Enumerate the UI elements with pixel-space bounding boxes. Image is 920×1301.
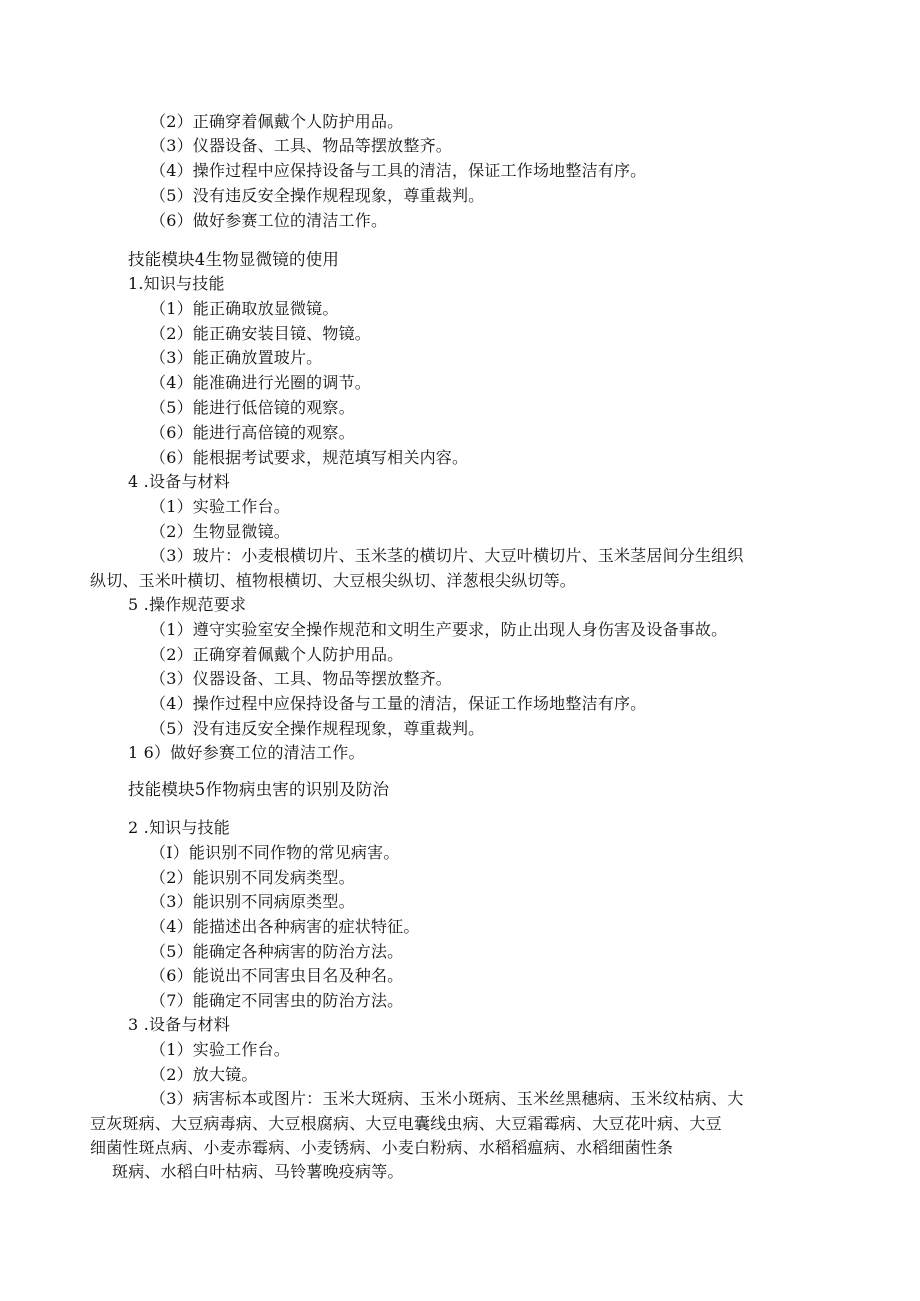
list-item: （2）放大镜。	[150, 1065, 258, 1084]
list-item: （2）能识别不同发病类型。	[150, 868, 355, 887]
list-item: （7）能确定不同害虫的防治方法。	[150, 991, 404, 1010]
list-item: （6）能进行高倍镜的观察。	[150, 423, 355, 442]
subsection-heading: 5 .操作规范要求	[128, 595, 247, 614]
list-item: （3）仪器设备、工具、物品等摆放整齐。	[150, 669, 452, 688]
list-item: （3）能识别不同病原类型。	[150, 892, 355, 911]
list-item-continuation: 细菌性斑点病、小麦赤霉病、小麦锈病、小麦白粉病、水稻稻瘟病、水稻细菌性条	[90, 1138, 674, 1157]
list-item: （5）能确定各种病害的防治方法。	[150, 942, 404, 961]
list-item: （1）实验工作台。	[150, 1040, 290, 1059]
list-item: 1 6）做好参赛工位的清洁工作。	[128, 743, 365, 762]
list-item: （5）能进行低倍镜的观察。	[150, 398, 355, 417]
list-item-continuation: 斑病、水稻白叶枯病、马铃薯晚疫病等。	[112, 1162, 404, 1181]
subsection-heading: 4 .设备与材料	[128, 472, 230, 491]
list-item: （2）正确穿着佩戴个人防护用品。	[150, 645, 404, 664]
subsection-heading: 2 .知识与技能	[128, 818, 230, 837]
list-item: （2）生物显微镜。	[150, 522, 290, 541]
list-item: （5）没有违反安全操作规程现象，尊重裁判。	[150, 719, 485, 738]
list-item: （2）能正确安装目镜、物镜。	[150, 324, 371, 343]
list-item: （4）能准确进行光圈的调节。	[150, 373, 371, 392]
subsection-heading: 1.知识与技能	[128, 274, 225, 293]
list-item: （6）能说出不同害虫目名及种名。	[150, 966, 404, 985]
list-item: （3）病害标本或图片：玉米大斑病、玉米小斑病、玉米丝黑穗病、玉米纹枯病、大	[150, 1089, 744, 1108]
text-line: （5）没有违反安全操作规程现象，尊重裁判。	[150, 186, 485, 205]
list-item: （1）实验工作台。	[150, 497, 290, 516]
list-item: （6）能根据考试要求，规范填写相关内容。	[150, 448, 469, 467]
list-item-continuation: 豆灰斑病、大豆病毒病、大豆根腐病、大豆电囊线虫病、大豆霜霉病、大豆花叶病、大豆	[90, 1114, 722, 1133]
list-item: （3）玻片：小麦根横切片、玉米茎的横切片、大豆叶横切片、玉米茎居间分生组织	[150, 546, 744, 565]
list-item: （1）能正确取放显微镜。	[150, 299, 339, 318]
list-item: （4）操作过程中应保持设备与工量的清洁，保证工作场地整洁有序。	[150, 694, 647, 713]
text-line: （3）仪器设备、工具、物品等摆放整齐。	[150, 136, 452, 155]
text-line: （2）正确穿着佩戴个人防护用品。	[150, 112, 404, 131]
subsection-heading: 3 .设备与材料	[128, 1015, 230, 1034]
text-line: （6）做好参赛工位的清洁工作。	[150, 211, 388, 230]
list-item: （3）能正确放置玻片。	[150, 348, 323, 367]
section-heading: 技能模块4生物显微镜的使用	[128, 250, 340, 269]
list-item: （1）遵守实验室安全操作规范和文明生产要求，防止出现人身伤害及设备事故。	[150, 620, 728, 639]
text-line: （4）操作过程中应保持设备与工具的清洁，保证工作场地整洁有序。	[150, 161, 647, 180]
list-item-continuation: 纵切、玉米叶横切、植物根横切、大豆根尖纵切、洋葱根尖纵切等。	[90, 571, 577, 590]
section-heading: 技能模块5作物病虫害的识别及防治	[128, 780, 390, 799]
list-item: （4）能描述出各种病害的症状特征。	[150, 917, 420, 936]
list-item: （I）能识别不同作物的常见病害。	[150, 843, 400, 862]
